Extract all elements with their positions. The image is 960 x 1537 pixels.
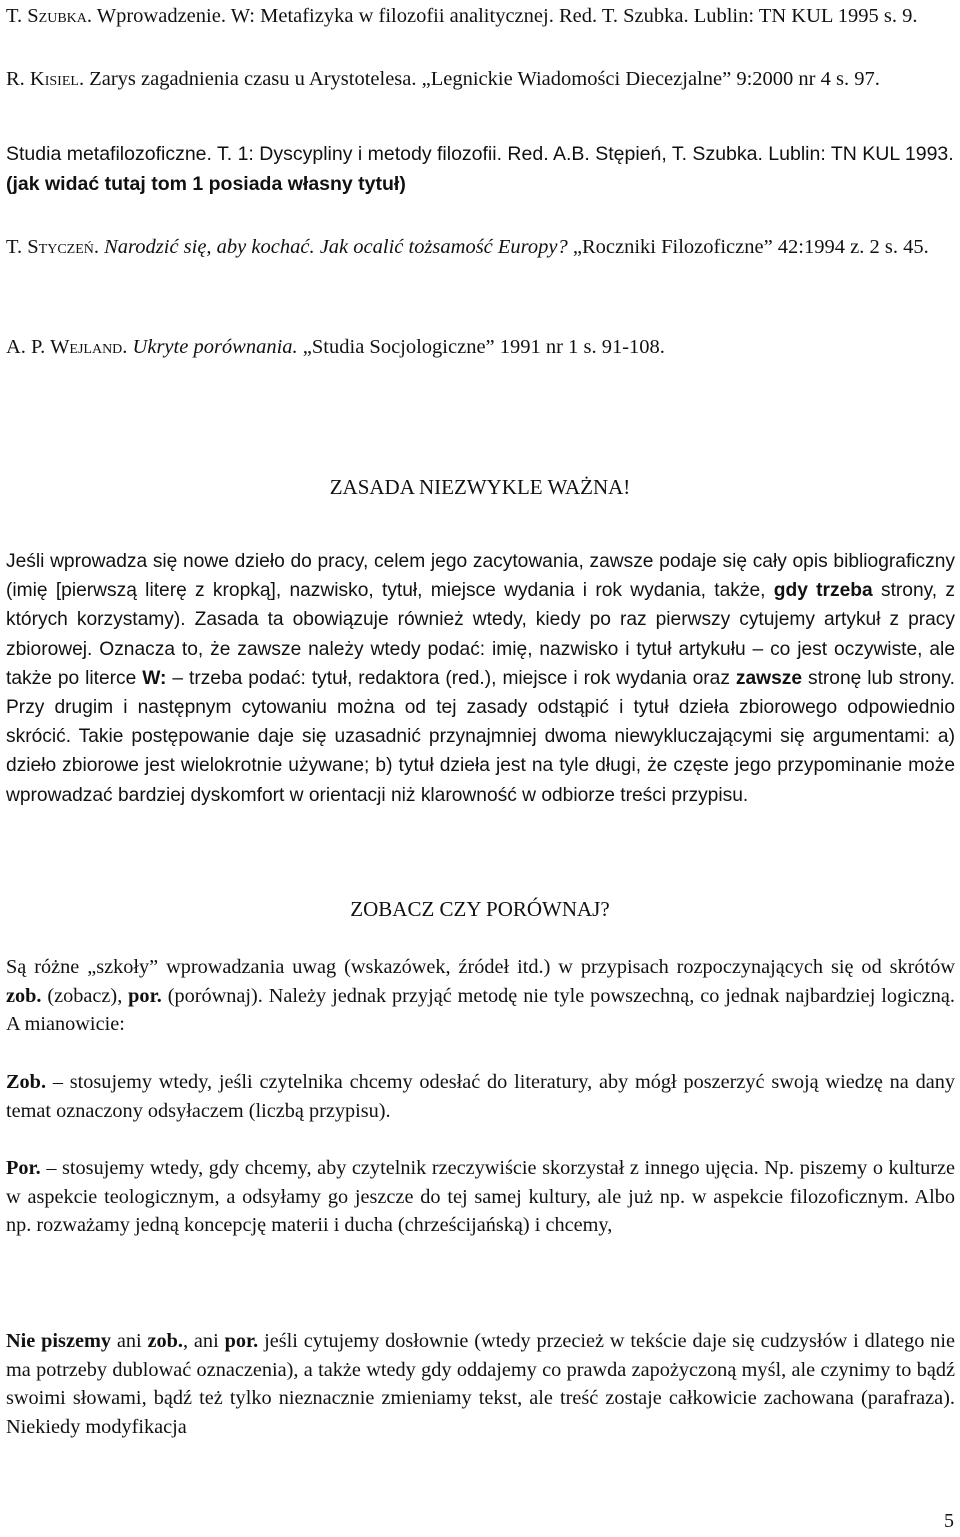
reference-author: A. P. Wejland. — [6, 336, 128, 358]
reference-title: Ukryte porównania. — [132, 336, 298, 358]
reference-note: (jak widać tutaj tom 1 posiada własny tytuł) — [6, 172, 406, 195]
reference-text: Studia metafilozoficzne. T. 1: Dyscypliny i metody filozofii. Red. A.B. Stępień, T. Szubka. Lublin: TN KUL 1993. — [6, 143, 954, 165]
section-heading: ZASADA NIEZWYKLE WAŻNA! — [329, 475, 631, 499]
reference-entry — [6, 233, 956, 263]
reference-entry — [6, 65, 956, 95]
reference-text: Wprowadzenie. W: Metafizyka w filozofii analitycznej. Red. T. Szubka. Lublin: TN KUL 1995 s. 9. — [92, 5, 918, 27]
reference-text: Zarys zagadnienia czasu u Arystotelesa. „Legnickie Wiadomości Diecezjalne” 9:2000 nr 4 s. 97. — [84, 68, 880, 90]
paragraph-exceptions: Nie piszemy ani zob., ani por. jeśli cytujemy dosłownie (wtedy przecież w tekście daje się cudzysłów i dlatego nie ma potrzeby dublować oznaczenia), a także wtedy gdy oddajemy co prawda zapożyczoną myśl, ale czynimy to bądź swoimi słowami, bądź też tylko nieznacznie zmieniamy tekst, ale treść zostaje całkowicie zachowana (parafraza). Niekiedy modyfikacja — [6, 1330, 955, 1439]
section-heading: ZOBACZ CZY PORÓWNAJ? — [350, 897, 610, 921]
paragraph-rule: Jeśli wprowadza się nowe dzieło do pracy, celem jego zacytowania, zawsze podaje się cały opis bibliograficzny (imię [pierwszą literę z kropką], nazwisko, tytuł, miejsce wydania i rok wydania, także, gdy trzeba strony, z których korzystamy). Zasada ta obowiązuje również wtedy, kiedy po raz pierwszy cytujemy artykuł z pracy zbiorowej. Oznacza to, że zawsze należy wtedy podać: imię, nazwisko i tytuł artykułu – co jest oczywiste, ale także po literce W: – trzeba podać: tytuł, redaktora (red.), miejsce i rok wydania oraz zawsze stronę lub strony. Przy drugim i następnym cytowaniu można od tej zasady odstąpić i tytuł dzieła zbiorowego odpowiednio skrócić. Takie postępowanie daje się uzasadnić przynajmniej dwoma niewykluczającymi się argumentami: a) dzieło zbiorowe jest wielokrotnie używane; b) tytuł dzieła jest na tyle długi, że częste jego przypominanie może wprowadzać bardziej dyskomfort w orientacji niż klarowność w odbiorze treści przypisu. — [6, 551, 956, 806]
reference-author: T. Szubka. — [6, 5, 92, 27]
reference-entry — [6, 333, 956, 363]
reference-entry — [6, 140, 954, 199]
reference-title: Narodzić się, aby kochać. Jak ocalić tożsamość Europy? — [104, 236, 568, 258]
paragraph-por: Por. – stosujemy wtedy, gdy chcemy, aby czytelnik rzeczywiście skorzystał z innego ujęcia. Np. piszemy o kulturze w aspekcie teologicznym, a odsyłamy go jeszcze do tej samej kultury, ale już np. w aspekcie filozoficznym. Albo np. rozważamy jedną koncepcję materii i ducha (chrześcijańską) i chcemy, — [6, 1157, 955, 1237]
reference-text: „Roczniki Filozoficzne” 42:1994 z. 2 s. 45. — [567, 236, 929, 258]
page-number: 5 — [944, 1510, 954, 1532]
reference-author: T. Styczeń. — [6, 236, 99, 258]
reference-text: „Studia Socjologiczne” 1991 nr 1 s. 91-108. — [297, 336, 665, 358]
reference-entry — [6, 2, 956, 32]
paragraph-zob: Zob. – stosujemy wtedy, jeśli czytelnika chcemy odesłać do literatury, aby mógł poszerzyć swoją wiedzę na dany temat oznaczony odsyłaczem (liczbą przypisu). — [6, 1071, 955, 1122]
paragraph-intro: Są różne „szkoły” wprowadzania uwag (wskazówek, źródeł itd.) w przypisach rozpoczynających się od skrótów zob. (zobacz), por. (porównaj). Należy jednak przyjąć metodę nie tyle powszechną, co jednak najbardziej logiczną. A mianowicie: — [6, 956, 955, 1036]
reference-author: R. Kisiel. — [6, 68, 85, 90]
